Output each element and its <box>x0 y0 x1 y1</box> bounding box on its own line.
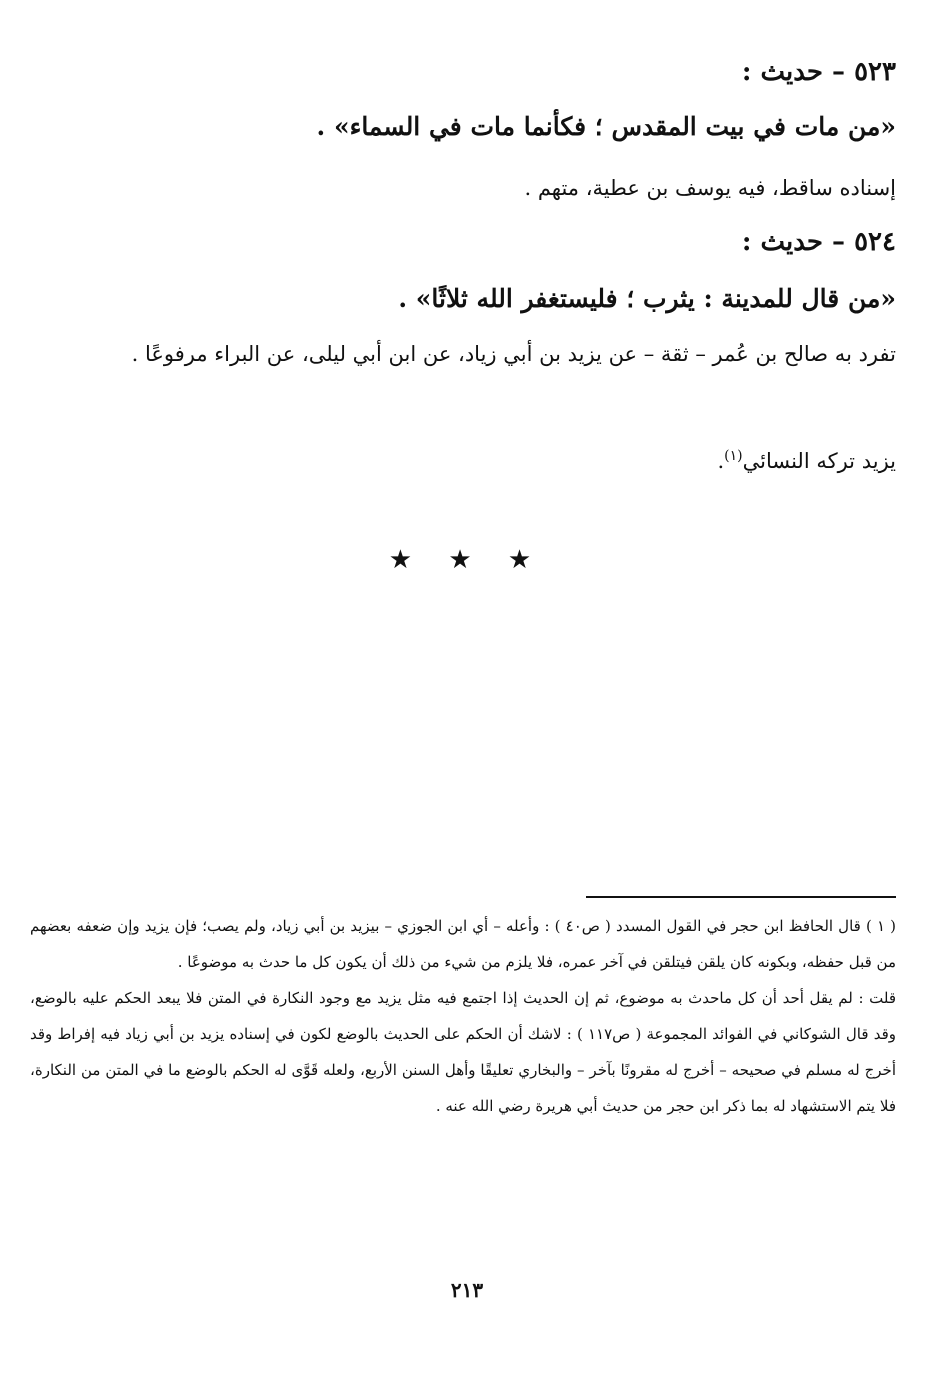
note-end: . <box>717 449 725 473</box>
page-number: ٢١٣ <box>450 1278 484 1302</box>
hadith-524-comment: تفرد به صالح بن عُمر – ثقة – عن يزيد بن أبي زياد، عن ابن أبي ليلى، عن البراء مرفوعًا . <box>131 342 896 366</box>
hadith-523-comment: إسناده ساقط، فيه يوسف بن عطية، متهم . <box>524 176 896 200</box>
hadith-524-text: «من قال للمدينة : يثرب ؛ فليستغفر الله ثلاثًا» . <box>398 284 896 313</box>
footnotes-section <box>30 908 896 1124</box>
footnote-reference: (١) <box>724 448 743 464</box>
footnote-divider <box>586 896 896 898</box>
footnote-1-part-1: ( ١ ) قال الحافظ ابن حجر في القول المسدد ( ص٤٠ ) : وأعله – أي ابن الجوزي – بيزيد بن أبي زياد، ولم يصب؛ فإن يزيد وإن ضعفه بعضهم من قبل حفظه، وبكونه كان يلقن فيتلقن في آخر عمره، فلا يلزم من شيء من ذلك أن يكون كل ما حدث به موضوعًا . <box>30 917 896 971</box>
footnote-1-part-2: قلت : لم يقل أحد أن كل ماحدث به موضوع، ثم إن الحديث إذا اجتمع فيه مثل يزيد مع وجود النكارة في المتن فلا يبعد الحكم عليه بالوضع، وقد قال الشوكاني في الفوائد المجموعة ( ص١١٧ ) : لاشك أن الحكم على الحديث بالوضع لكون في إسناده يزيد بن أبي زياد فيه إفراط وقد أخرج له مسلم في صحيحه – أخرج له مقرونًا بآخر – والبخاري تعليقًا وأهل السنن الأربع، ولعله قَوَّى له الحكم بالوضع ما في المتن من النكارة، فلا يتم الاستشهاد له بما ذكر ابن حجر من حديث أبي هريرة رضي الله عنه . <box>30 989 896 1115</box>
hadith-523-heading: ٥٢٣ – حديث : <box>741 57 896 87</box>
hadith-524-heading: ٥٢٤ – حديث : <box>741 227 896 257</box>
hadith-524-note <box>30 428 896 489</box>
note-text: يزيد تركه النسائي <box>742 449 896 473</box>
hadith-523-text: «من مات في بيت المقدس ؛ فكأنما مات في السماء» . <box>316 112 896 141</box>
section-separator-stars: ★ ★ ★ <box>388 545 546 575</box>
